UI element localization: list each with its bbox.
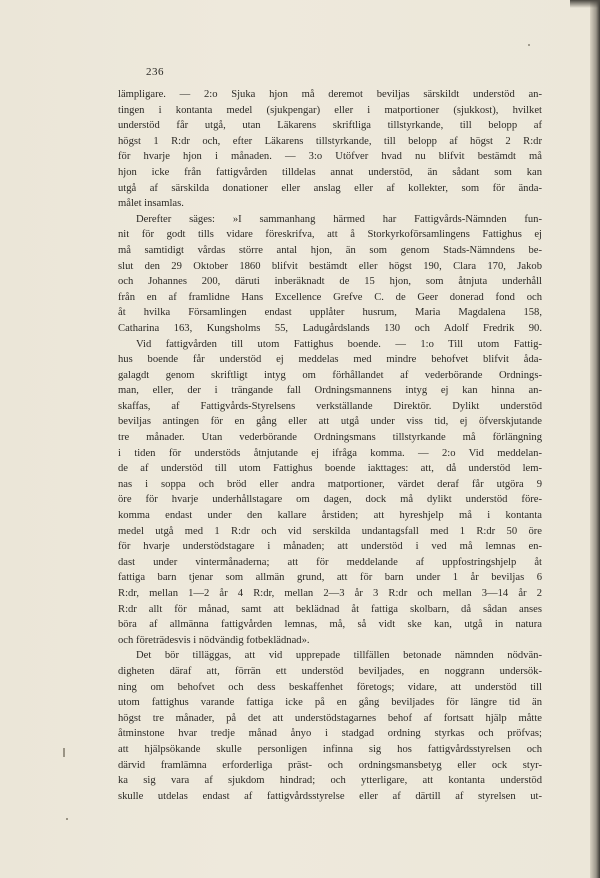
text-line: beviljas antingen för en gång eller att utgå under viss tid, ej öfverskjutande [118, 416, 542, 428]
text-line: böra af allmänna fattigvården lemnas, må, så vidt ske kan, utgå in natura [118, 619, 542, 631]
text-line: därvid framlämna erforderliga präst- och ordningsmansbetyg eller ock styr- [118, 759, 542, 771]
text-line: digheten däraf att, förrän ett understöd beviljades, en noggrann undersök- [118, 665, 542, 677]
text-line: Vid fattigvården till utom Fattighus boende. — 1:o Till utom Fattig- [136, 338, 542, 350]
text-line: för hvarje hjon i månaden. — 3:o Utöfver hvad nu blifvit bestämdt må [118, 151, 542, 163]
text-line: nas i soppa och bröd eller andra matportioner, värdet deraf får utgöra 9 [118, 478, 542, 490]
text-line: och Johannes 200, däruti inberäknadt de 15 hjon, som åtnjuta underhåll [118, 276, 542, 288]
text-line: man, eller, der i trängande fall Ordningsmannens intyg ej kan hinna an- [118, 385, 542, 397]
text-line: R:dr, mellan 1—2 år 4 R:dr, mellan 2—3 år 3 R:dr och mellan 3—14 år 2 [118, 588, 542, 599]
text-line: hjon icke från fattigvården tilldelas annat understöd, än sådant som kan [118, 166, 542, 178]
text-line: hus boende får understöd ej meddelas med mindre behofvet blifvit åda- [118, 354, 542, 366]
text-line: Derefter säges: »I sammanhang härmed har Fattigvårds-Nämnden fun- [136, 213, 542, 225]
paper-speck [66, 818, 68, 820]
text-line: Det bör tilläggas, att vid upprepade tillfällen betonade nämnden nödvän- [136, 650, 542, 662]
text-line: i tiden för understöds åtnjutande ej ifråga komma. — 2:o Vid meddelan- [118, 447, 542, 459]
text-line: från en af framlidne Hans Excellence Grefve C. de Geer donerad fond och [118, 291, 542, 303]
paragraph-4 [118, 648, 542, 804]
page-corner-shadow [570, 0, 600, 8]
text-line: dast under vintermånaderna; att för meddelande af uppfostringshjelp åt [118, 556, 542, 568]
text-line: och företrädesvis i nödvändig fotbeklädnad». [118, 634, 310, 646]
text-line: utgå af särskilda donationer eller anslag eller af kollekter, som för ända- [118, 182, 542, 194]
text-line: Catharina 163, Kungsholms 55, Ladugårdslands 130 och Adolf Fredrik 90. [118, 322, 542, 334]
text-line: slut den 29 Oktober 1860 blifvit bestämdt eller högst 190, Clara 170, Jakob [118, 260, 542, 272]
text-line: komma endast under den kallare årstiden; att hyreshjelp må i kontanta [118, 510, 542, 522]
page-number: 236 [146, 66, 164, 78]
text-line: högst tre månader, på det att understödstagarnes behof af fortsatt hjälp måtte [118, 712, 542, 724]
text-line: lämpligare. — 2:o Sjuka hjon må deremot beviljas särskildt understöd an- [118, 89, 542, 100]
paragraph-3 [118, 337, 542, 649]
text-line: medel utgå med 1 R:dr och vid serskilda undantagsfall med 1 R:dr 50 öre [118, 525, 542, 537]
text-line: nit för godt tills vidare föreskrifva, att å Storkyrkoförsamlingens Fattighus ej [118, 229, 542, 241]
text-line: understöd får utgå, utan Läkarens skriftliga tillstyrkande, till belopp af [118, 120, 542, 132]
text-line: öre för hvarje underhållstagare om dagen, dock må dylikt understöd före- [118, 494, 542, 506]
page-edge-shadow [590, 0, 600, 878]
body-text [118, 87, 542, 804]
text-line: må samtidigt vårdas större antal hjon, än som genom Stads-Nämndens be- [118, 244, 542, 256]
text-line: att hjälpsökande skulle personligen infinna sig hos fattigvårdsstyrelsen och [118, 743, 542, 755]
text-line: för hvarje understödstagare i månaden; att understöd i ved må lemnas en- [118, 541, 542, 553]
text-line: målet insamlas. [118, 198, 184, 210]
text-line: de af understöd till utom Fattighus boende iakttages: att, då understöd lem- [118, 463, 542, 475]
text-line: ning om behofvet och dess beskaffenhet företogs; vidare, att understöd till [118, 681, 542, 693]
text-line: fattiga barn tjenar som allmän grund, att för barn under 1 år beviljas 6 [118, 572, 542, 584]
text-line: högst 1 R:dr och, efter Läkarens tillstyrkande, till belopp af högst 2 R:dr [118, 135, 542, 147]
text-line: skaffas, af Fattigvårds-Styrelsens verkställande Direktör. Dylikt understöd [118, 400, 542, 412]
text-line: galagdt genom skriftligt intyg om förhållandet af vederbörande Ordnings- [118, 369, 542, 381]
text-line: skulle utdelas endast af fattigvårdsstyrelse eller af därtill af styrelsen ut- [118, 790, 542, 802]
text-line: R:dr allt för månad, samt att beklädnad åt fattiga skolbarn, då sådan anses [118, 603, 542, 615]
paragraph-2 [118, 212, 542, 337]
text-line: åtminstone hvar tredje månad ånyo i stadgad ordning styrkas och pröfvas; [118, 728, 542, 740]
paper-speck [528, 44, 530, 46]
text-line: tingen i kontanta medel (sjukpengar) eller i matportioner (sjukkost), hvilket [118, 104, 542, 116]
paper-speck [63, 748, 65, 757]
text-line: utom fattighus varande fattiga icke på en gång beviljades för längre tid än [118, 697, 542, 709]
text-line: ka sig vara af sjukdom hindrad; och ytterligare, att kontanta understöd [118, 775, 542, 787]
paragraph-1 [118, 87, 542, 212]
text-line: tre månader. Utan vederbörande Ordningsmans tillstyrkande må förlängning [118, 432, 542, 444]
text-line: åt hvilka Församlingen endast upplåter husrum, Maria Magdalena 158, [118, 307, 542, 319]
